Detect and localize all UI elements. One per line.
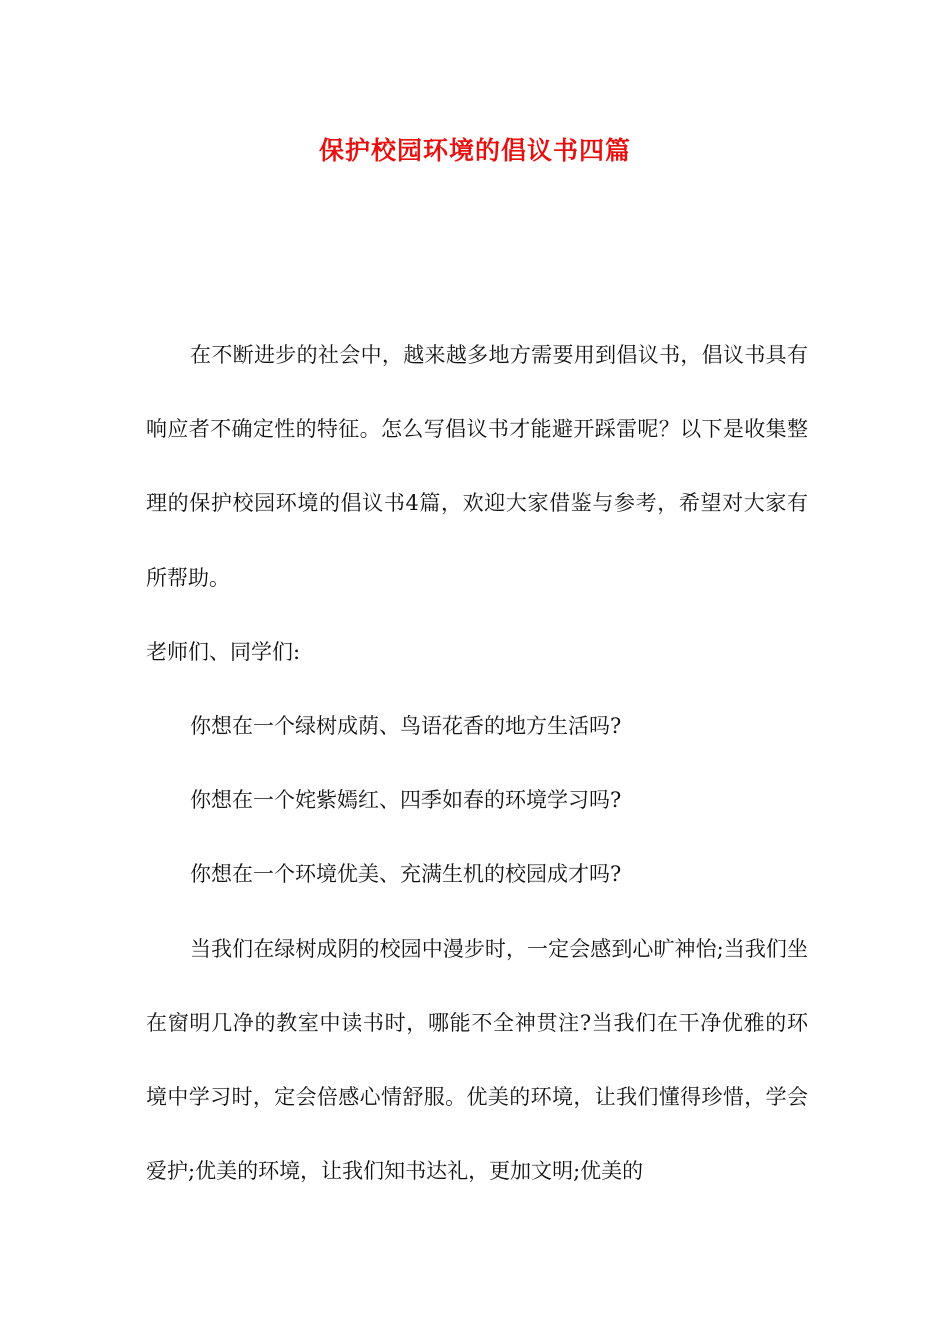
intro-paragraph: 在不断进步的社会中，越来越多地方需要用到倡议书，倡议书具有响应者不确定性的特征。怎么写倡议书才能避开踩雷呢？以下是收集整理的保护校园环境的倡议书4篇，欢迎大家借鉴与参考，希望对大家有所帮助。 [146, 343, 808, 590]
salutation: 老师们、同学们: [146, 639, 301, 664]
question-paragraph-1: 你想在一个绿树成荫、鸟语花香的地方生活吗? [190, 714, 622, 739]
document-title: 保护校园环境的倡议书四篇 [318, 136, 631, 165]
question-paragraph-2: 你想在一个姹紫嫣红、四季如春的环境学习吗? [190, 788, 622, 813]
question-paragraph-3: 你想在一个环境优美、充满生机的校园成才吗? [190, 862, 622, 887]
body-paragraph: 当我们在绿树成阴的校园中漫步时，一定会感到心旷神怡;当我们坐在窗明几净的教室中读书时，哪能不全神贯注?当我们在干净优雅的环境中学习时，定会倍感心情舒服。优美的环境，让我们懂得珍惜，学会爱护;优美的环境，让我们知书达礼，更加文明;优美的 [146, 936, 808, 1184]
document-body [146, 318, 808, 1208]
